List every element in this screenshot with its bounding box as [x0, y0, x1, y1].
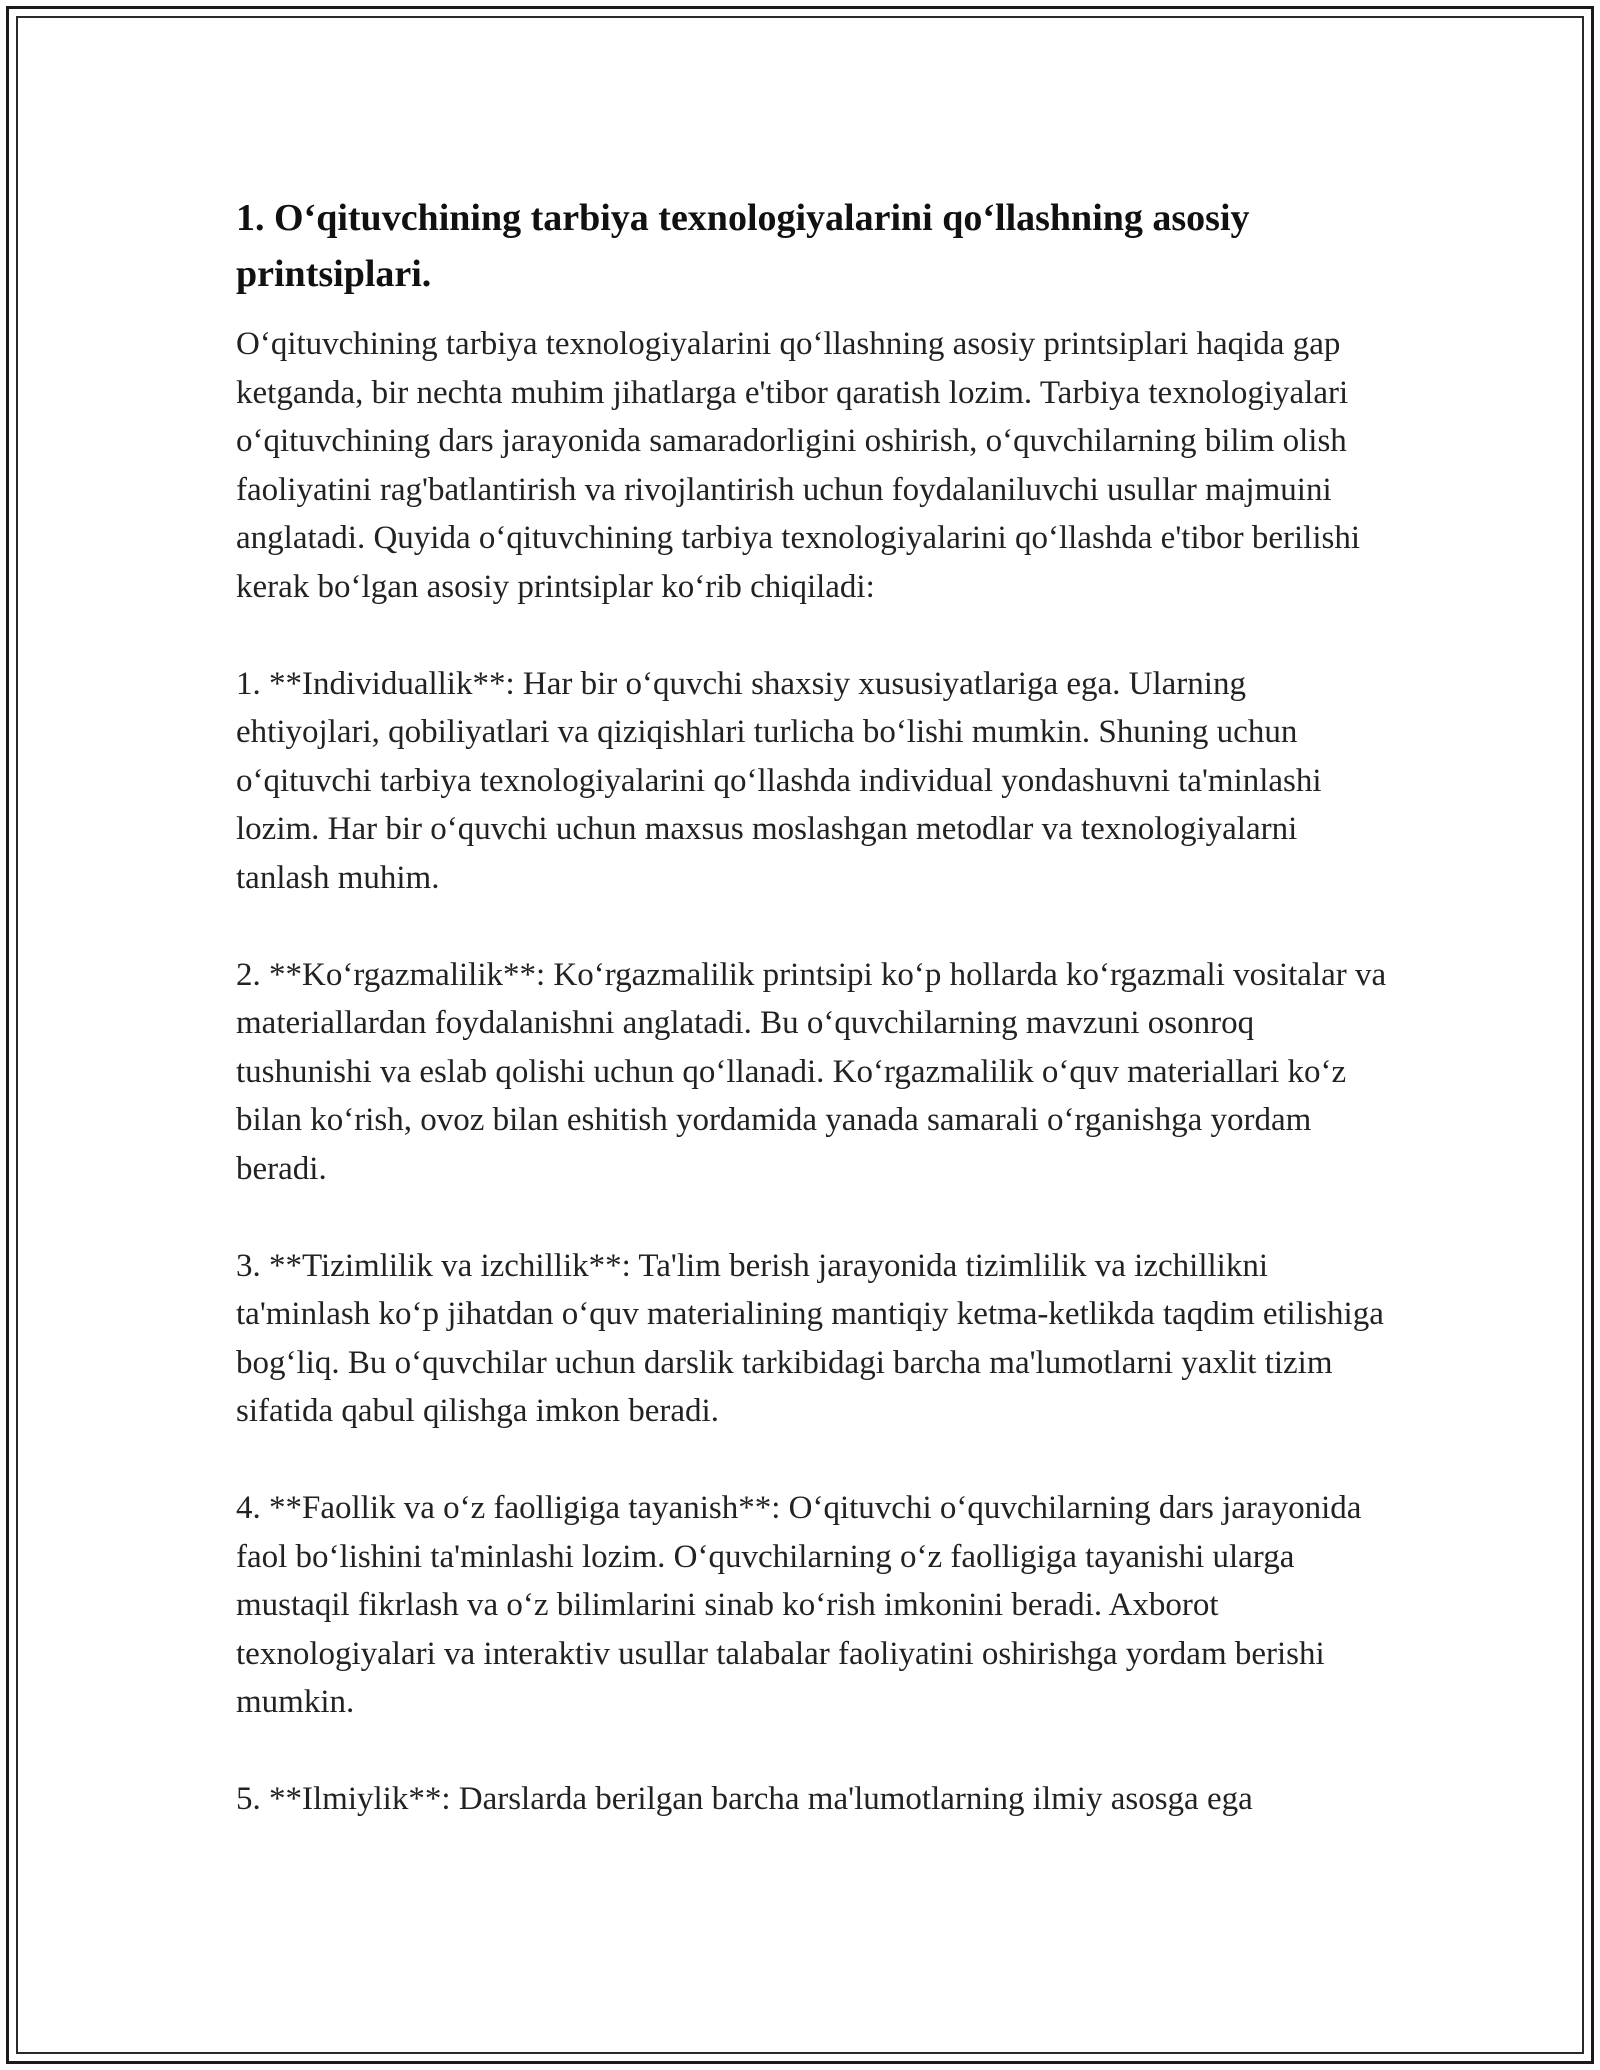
principle-tizimlilik: 3. **Tizimlilik va izchillik**: Ta'lim berish jarayonida tizimlilik va izchillikni ta'minlash ko‘p jihatdan o‘quv materialining mantiqiy ketma-ketlikda taqdim etilishiga bog‘liq. Bu o‘quvchilar uchun darslik tarkibidagi barcha ma'lumotlarni yaxlit tizim sifatida qabul qilishga imkon beradi. — [236, 1247, 1384, 1429]
document-content — [236, 190, 1396, 1824]
principle-korgazmalilik: 2. **Ko‘rgazmalilik**: Ko‘rgazmalilik printsipi ko‘p hollarda ko‘rgazmali vositalar va materiallardan foydalanishni anglatadi. Bu o‘quvchilarning mavzuni osonroq tushunishi va eslab qolishi uchun qo‘llanadi. Ko‘rgazmalilik o‘quv materiallari ko‘z bilan ko‘rish, ovoz bilan eshitish yordamida yanada samarali o‘rganishga yordam beradi. — [236, 956, 1387, 1187]
principle-individuallik: 1. **Individuallik**: Har bir o‘quvchi shaxsiy xususiyatlariga ega. Ularning ehtiyojlari, qobiliyatlari va qiziqishlari turlicha bo‘lishi mumkin. Shuning uchun o‘qituvchi tarbiya texnologiyalarini qo‘llashda individual yondashuvni ta'minlashi lozim. Har bir o‘quvchi uchun maxsus moslashgan metodlar va texnologiyalarni tanlash muhim. — [236, 665, 1322, 896]
principle-faollik: 4. **Faollik va o‘z faolligiga tayanish**: O‘qituvchi o‘quvchilarning dars jarayonida faol bo‘lishini ta'minlashi lozim. O‘quvchilarning o‘z faolligiga tayanishi ularga mustaqil fikrlash va o‘z bilimlarini sinab ko‘rish imkonini beradi. Axborot texnologiyalari va interaktiv usullar talabalar faoliyatini oshirishga yordam berishi mumkin. — [236, 1490, 1362, 1720]
document-title: 1. O‘qituvchining tarbiya texnologiyalarini qo‘llashning asosiy printsiplari. — [236, 197, 1250, 295]
principle-ilmiylik: 5. **Ilmiylik**: Darslarda berilgan barcha ma'lumotlarning ilmiy asosga ega — [236, 1781, 1253, 1817]
intro-paragraph: O‘qituvchining tarbiya texnologiyalarini qo‘llashning asosiy printsiplari haqida gap ketganda, bir nechta muhim jihatlarga e'tibor qaratish lozim. Tarbiya texnologiyalari o‘qituvchining dars jarayonida samaradorligini oshirish, o‘quvchilarning bilim olish faoliyatini rag'batlantirish va rivojlantirish uchun foydalaniluvchi usullar majmuini anglatadi. Quyida o‘qituvchining tarbiya texnologiyalarini qo‘llashda e'tibor berilishi kerak bo‘lgan asosiy printsiplar ko‘rib chiqiladi: — [236, 326, 1360, 605]
